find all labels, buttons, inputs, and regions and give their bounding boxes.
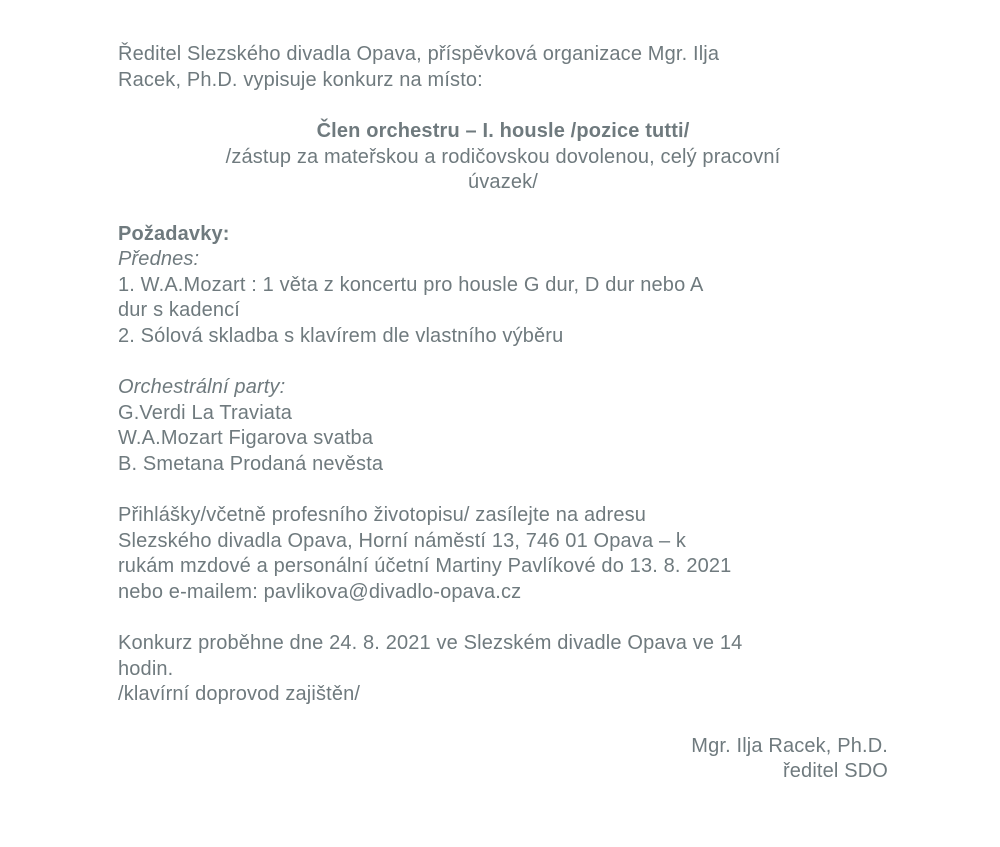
audition-line: hodin. <box>118 657 174 680</box>
spacer <box>118 349 888 375</box>
intro-paragraph <box>118 42 888 93</box>
application-line: Přihlášky/včetně profesního životopisu/ zasílejte na adresu <box>118 504 647 526</box>
orchestral-item: G.Verdi La Traviata <box>118 401 293 424</box>
document-body <box>118 42 888 785</box>
position-subtitle-line: /zástup za mateřskou a rodičovskou dovolenou, celý pracovní <box>225 145 781 168</box>
spacer <box>118 708 888 734</box>
application-line: nebo e-mailem: pavlikova@divadlo-opava.cz <box>118 580 522 603</box>
position-block <box>118 119 888 196</box>
requirements-heading: Požadavky: <box>118 222 230 245</box>
orchestral-item: W.A.Mozart Figarova svatba <box>118 427 374 449</box>
audition-paragraph <box>118 631 888 708</box>
orchestral-item: B. Smetana Prodaná nevěsta <box>118 452 384 475</box>
signature-block <box>118 734 888 785</box>
recital-item: 2. Sólová skladba s klavírem dle vlastního výběru <box>118 324 564 347</box>
audition-line: /klavírní doprovod zajištěn/ <box>118 683 361 705</box>
spacer <box>118 605 888 631</box>
spacer <box>118 93 888 119</box>
intro-line: Racek, Ph.D. vypisuje konkurz na místo: <box>118 68 483 91</box>
orchestral-block <box>118 375 888 477</box>
spacer <box>118 196 888 222</box>
position-title: Člen orchestru – I. housle /pozice tutti/ <box>316 120 690 142</box>
recital-item: dur s kadencí <box>118 299 241 321</box>
intro-line: Ředitel Slezského divadla Opava, příspěvková organizace Mgr. Ilja <box>118 43 720 65</box>
application-line: rukám mzdové a personální účetní Martiny Pavlíkové do 13. 8. 2021 <box>118 555 732 577</box>
audition-line: Konkurz proběhne dne 24. 8. 2021 ve Slezském divadle Opava ve 14 <box>118 632 743 654</box>
requirements-block <box>118 222 888 350</box>
application-line: Slezského divadla Opava, Horní náměstí 13, 746 01 Opava – k <box>118 529 687 552</box>
recital-heading: Přednes: <box>118 248 200 270</box>
spacer <box>118 477 888 503</box>
orchestral-heading: Orchestrální party: <box>118 376 286 398</box>
signature-role: ředitel SDO <box>782 760 888 782</box>
recital-item: 1. W.A.Mozart : 1 věta z koncertu pro housle G dur, D dur nebo A <box>118 273 704 296</box>
signature-name: Mgr. Ilja Racek, Ph.D. <box>691 734 888 757</box>
position-subtitle-line: úvazek/ <box>468 171 538 193</box>
application-paragraph <box>118 503 888 605</box>
